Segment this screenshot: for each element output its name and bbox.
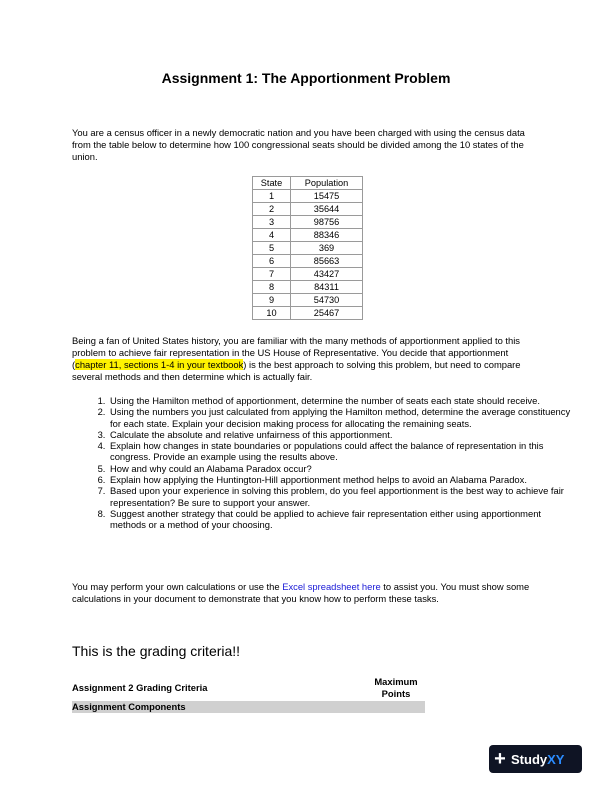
- table-row: [253, 216, 363, 229]
- column-header-population: Population: [291, 177, 363, 190]
- excel-spreadsheet-link[interactable]: Excel spreadsheet here: [282, 581, 381, 592]
- state-cell: 2: [253, 203, 291, 216]
- intro-paragraph: You are a census officer in a newly democratic nation and you have been charged with using the census data from the table below to determine how 100 congressional seats should be divided among the 10 states of the union.: [72, 127, 525, 162]
- table-row: [253, 229, 363, 242]
- task-item: 3. Calculate the absolute and relative unfairness of this apportionment.: [108, 429, 578, 440]
- table-row: [253, 294, 363, 307]
- methods-text-before: Being a fan of United States history, you are familiar with the many methods of apportionment applied to this problem to achieve fair representation in the US House of Representative. You decide that apportionment (: [72, 335, 520, 370]
- table-row: [253, 307, 363, 320]
- max-points-line-2: Points: [381, 688, 411, 699]
- table-row: [253, 281, 363, 294]
- state-cell: 9: [253, 294, 291, 307]
- plus-icon: +: [494, 748, 506, 770]
- logo-wordmark: [511, 752, 564, 767]
- task-item: 2. Using the numbers you just calculated from applying the Hamilton method, determine the average constituency for each state. Explain your decision making process for allocating the remaining seats.: [108, 406, 578, 429]
- task-item: 4. Explain how changes in state boundaries or populations could affect the balance of representation in this congress. Provide an example using the results above.: [108, 440, 578, 463]
- calc-text-before: You may perform your own calculations or use the: [72, 581, 283, 592]
- table-row: [253, 255, 363, 268]
- state-cell: 10: [253, 307, 291, 320]
- logo-text-study: Study: [511, 751, 548, 767]
- grading-criteria-label: Assignment 2 Grading Criteria: [72, 682, 208, 693]
- calculations-paragraph: [72, 581, 542, 605]
- page-title: Assignment 1: The Apportionment Problem: [161, 70, 451, 86]
- population-cell: 88346: [291, 229, 363, 242]
- calc-text-after: to assist you. You must show some calculations in your document to demonstrate that you know how to perform these tasks.: [72, 581, 530, 604]
- methods-paragraph: [72, 335, 542, 383]
- population-cell: 85663: [291, 255, 363, 268]
- state-cell: 8: [253, 281, 291, 294]
- grading-criteria-heading: This is the grading criteria!!: [72, 643, 241, 659]
- logo-text-xy: XY: [547, 751, 565, 767]
- state-cell: 6: [253, 255, 291, 268]
- max-points-line-1: Maximum: [374, 676, 418, 687]
- textbook-highlight: chapter 11, sections 1-4 in your textbook: [75, 359, 244, 370]
- table-header-row: [253, 177, 363, 190]
- maximum-points-header: [360, 676, 432, 700]
- state-cell: 3: [253, 216, 291, 229]
- column-header-state: State: [253, 177, 291, 190]
- population-cell: 35644: [291, 203, 363, 216]
- population-cell: 84311: [291, 281, 363, 294]
- population-cell: 43427: [291, 268, 363, 281]
- task-item: 1. Using the Hamilton method of apportionment, determine the number of seats each state should receive.: [108, 395, 578, 406]
- state-cell: 4: [253, 229, 291, 242]
- task-item: 6. Explain how applying the Huntington-Hill apportionment method helps to avoid an Alabama Paradox.: [108, 474, 578, 485]
- task-item: 7. Based upon your experience in solving this problem, do you feel apportionment is the best way to achieve fair representation? Be sure to support your answer.: [108, 485, 578, 508]
- population-cell: 369: [291, 242, 363, 255]
- table-row: [253, 203, 363, 216]
- population-table: [252, 176, 363, 320]
- state-cell: 7: [253, 268, 291, 281]
- population-cell: 25467: [291, 307, 363, 320]
- table-row: [253, 190, 363, 203]
- table-row: [253, 268, 363, 281]
- population-cell: 54730: [291, 294, 363, 307]
- table-row: [253, 242, 363, 255]
- methods-text-after: ) is the best approach to solving this problem, but need to compare several methods and then determine which is actually fair.: [72, 359, 521, 382]
- table-body: [253, 190, 363, 320]
- studyxy-logo: [489, 745, 582, 773]
- assignment-components-row: Assignment Components: [72, 701, 425, 713]
- state-cell: 1: [253, 190, 291, 203]
- task-list: [72, 395, 578, 531]
- population-cell: 15475: [291, 190, 363, 203]
- task-item: 5. How and why could an Alabama Paradox occur?: [108, 463, 578, 474]
- task-item: 8. Suggest another strategy that could be applied to achieve fair representation either using apportionment methods or a method of your choosing.: [108, 508, 578, 531]
- population-cell: 98756: [291, 216, 363, 229]
- state-cell: 5: [253, 242, 291, 255]
